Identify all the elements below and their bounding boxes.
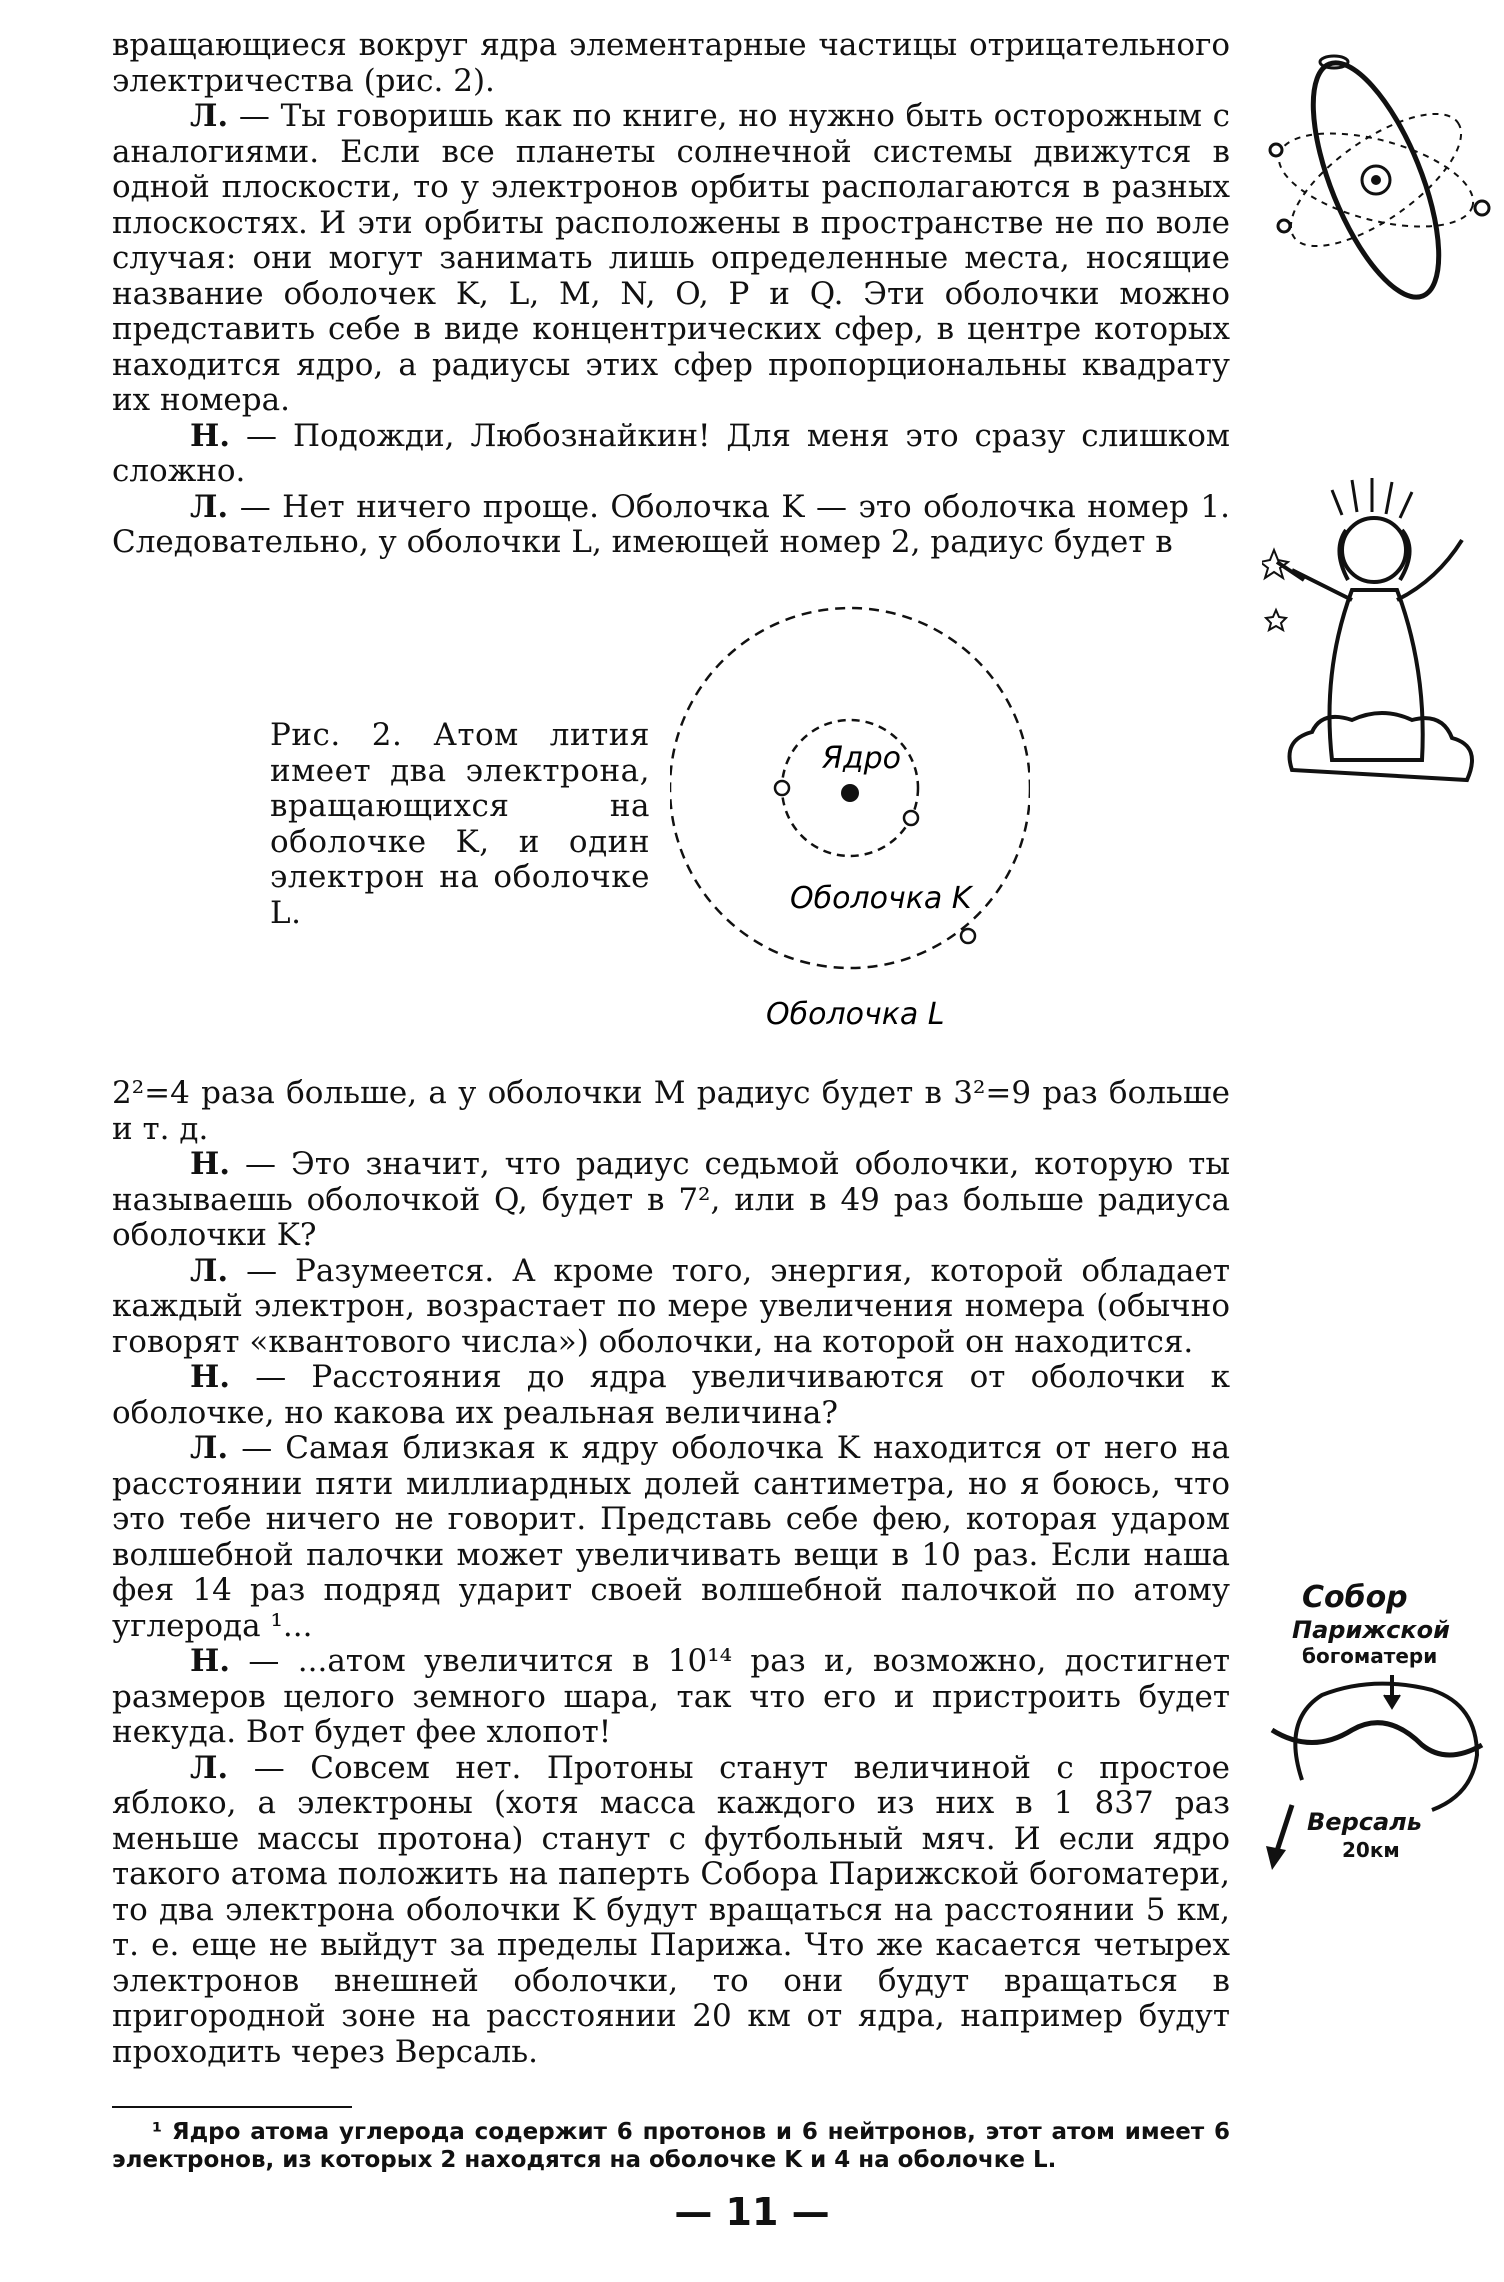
electron-k-2 — [904, 811, 918, 825]
electron-l-1 — [961, 929, 975, 943]
city-boundary — [1295, 1684, 1477, 1810]
footnote-divider — [112, 2106, 352, 2108]
paris-map-illustration — [1262, 1580, 1502, 1880]
map-label-cathedral: Собор — [1302, 1580, 1408, 1615]
paragraph: Н. — Это значит, что радиус седьмой оболочки, которую ты называешь оболочкой Q, будет в 7², или в 49 раз больше радиуса оболочки K? — [112, 1146, 1230, 1253]
fairy-head-icon — [1342, 518, 1406, 582]
paragraph: вращающиеся вокруг ядра элементарные частицы отрицательного электричества (рис. 2). — [112, 27, 1230, 99]
electron-icon — [1270, 144, 1282, 156]
map-label-cathedral-3: богоматери — [1302, 1644, 1438, 1668]
footnote: ¹ Ядро атома углерода содержит 6 протонов и 6 нейтронов, этот атом имеет 6 электронов, из которых 2 находятся на оболочке K и 4 на оболочке L. — [112, 2119, 1230, 2173]
figure-lithium-atom — [270, 588, 1070, 1048]
fairy-dress-icon — [1330, 590, 1423, 760]
electron-k-1 — [775, 781, 789, 795]
paragraph: Л. — Нет ничего проще. Оболочка K — это оболочка номер 1. Следовательно, у оболочки L, имеющей номер 2, радиус будет в — [112, 488, 1230, 560]
shell-l-label: Оболочка L — [766, 997, 945, 1032]
map-label-cathedral-2: Парижской — [1292, 1616, 1450, 1644]
map-label-versailles: Версаль — [1307, 1808, 1422, 1836]
nucleus-label: Ядро — [822, 741, 901, 776]
river-seine — [1272, 1723, 1482, 1755]
shell-k-label: Оболочка K — [790, 881, 972, 916]
paragraph: Л. — Ты говоришь как по книге, но нужно быть осторожным с аналогиями. Если все планеты солнечной системы движутся в одной плоскости, то у электронов орбиты располагаются в разных плоскостях. И эти орбиты расположены в пространстве не по воле случая: они могут занимать лишь определенные места, носящие название оболочек K, L, M, N, O, P и Q. Эти оболочки можно представить себе в виде концентрических сфер, в центре которых находится ядро, а радиусы этих сфер пропорциональны квадрату их номера. — [112, 98, 1230, 418]
cloud-icon — [1290, 713, 1473, 780]
paragraph: Н. — ...атом увеличится в 10¹⁴ раз и, возможно, достигнет размеров целого земного шара, так что его и пристроить будет некуда. Вот будет фее хлопот! — [112, 1643, 1230, 1750]
paragraph: 2²=4 раза больше, а у оболочки M радиус будет в 3²=9 раз больше и т. д. — [112, 1075, 1230, 1147]
atom-illustration — [1256, 40, 1496, 330]
paragraph: Н. — Расстояния до ядра увеличиваются от оболочки к оболочке, но какова их реальная величина? — [112, 1359, 1230, 1431]
paragraph: Л. — Самая близкая к ядру оболочка K находится от него на расстоянии пяти миллиардных долей сантиметра, но я боюсь, что это тебе ничего не говорит. Представь себе фею, которая ударом волшебной палочки может увеличивать вещи в 10 раз. Если наша фея 14 раз подряд ударит своей волшебной палочкой по атому углерода ¹... — [112, 1430, 1230, 1644]
arrow-down-left-icon — [1266, 1846, 1286, 1870]
page-number: — 11 — — [674, 2190, 830, 2234]
map-label-distance: 20км — [1342, 1838, 1400, 1862]
electron-icon — [1278, 220, 1290, 232]
electron-icon — [1475, 201, 1489, 215]
text-block-bottom — [112, 1076, 1230, 2070]
nucleus — [841, 784, 859, 802]
paragraph: Л. — Совсем нет. Протоны станут величиной с простое яблоко, а электроны (хотя масса каждого из них в 1 837 раз меньше массы протона) станут с футбольный мяч. И если ядро такого атома положить на паперть Собора Парижской богоматери, то два электрона оболочки K будут вращаться на расстоянии 5 км, т. е. еще не выйдут за пределы Парижа. Что же касается четырех электронов внешней оболочки, то они будут вращаться в пригородной зоне на расстоянии 20 км от ядра, например будут проходить через Версаль. — [112, 1749, 1230, 2070]
paragraph: Л. — Разумеется. А кроме того, энергия, которой обладает каждый электрон, возрастает по мере увеличения номера (обычно говорят «квантового числа») оболочки, на которой он находится. — [112, 1252, 1230, 1360]
atom-diagram — [670, 588, 1030, 1048]
star-icon — [1266, 610, 1286, 630]
paragraph: Н. — Подожди, Любознайкин! Для меня это сразу слишком сложно. — [112, 417, 1230, 489]
figure-caption: Рис. 2. Атом лития имеет два электрона, вращающихся на оболочке K, и один электрон на оболочке L. — [270, 717, 650, 931]
fairy-illustration — [1262, 470, 1492, 820]
text-block-top — [112, 28, 1230, 561]
star-icon — [1262, 550, 1288, 578]
crown-icon — [1332, 478, 1412, 518]
